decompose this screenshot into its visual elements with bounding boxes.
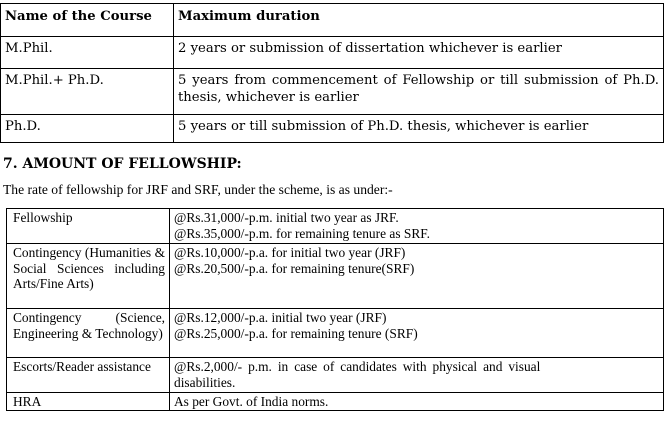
amount-line: @Rs.20,500/-p.a. for remaining tenure(SRF) (174, 260, 415, 276)
amount-line: @Rs.10,000/-p.a. for initial two year (JRF) (174, 245, 406, 260)
table-row (1, 69, 664, 115)
amount-line: @Rs.35,000/-p.m. for remaining tenure as SRF. (174, 225, 430, 241)
column-header-course: Name of the Course (1, 4, 174, 37)
amount-line: @Rs.2,000/- p.m. in case of candidates with physical and visual (174, 359, 541, 374)
course-name-cell: M.Phil.+ Ph.D. (1, 69, 174, 115)
course-duration-table (0, 3, 664, 143)
amount-line: @Rs.31,000/-p.m. initial two year as JRF. (174, 210, 399, 225)
table-row (1, 37, 664, 69)
amount-cell (170, 358, 664, 393)
amount-line: @Rs.25,000/-p.a. for remaining tenure (SRF) (174, 325, 418, 341)
section-intro: The rate of fellowship for JRF and SRF, under the scheme, is as under:- (3, 182, 393, 197)
section-heading: 7. AMOUNT OF FELLOWSHIP: (3, 156, 242, 172)
amount-cell (170, 244, 664, 309)
course-name-cell: Ph.D. (1, 115, 174, 143)
table-row (1, 115, 664, 143)
amount-cell (170, 309, 664, 358)
table-header-row (1, 4, 664, 37)
amount-line: @Rs.12,000/-p.a. initial two year (JRF) (174, 310, 387, 325)
amount-cell (170, 393, 664, 411)
item-cell: Contingency (Science, Engineering & Technology) (7, 309, 170, 358)
fellowship-amount-table (6, 208, 664, 411)
duration-cell: 5 years or till submission of Ph.D. thesis, whichever is earlier (174, 115, 664, 143)
amount-cell (170, 209, 664, 244)
table-row (7, 309, 664, 358)
column-header-duration: Maximum duration (174, 4, 664, 37)
item-cell: Fellowship (7, 209, 170, 244)
table-row (7, 393, 664, 411)
table-row (7, 244, 664, 309)
duration-cell: 5 years from commencement of Fellowship or till submission of Ph.D. thesis, whichever is earlier (174, 69, 664, 115)
course-name-cell: M.Phil. (1, 37, 174, 69)
table-row (7, 358, 664, 393)
amount-line: disabilities. (174, 374, 236, 390)
item-cell: HRA (7, 393, 170, 411)
amount-line: As per Govt. of India norms. (174, 394, 329, 409)
item-cell: Contingency (Humanities & Social Sciences including Arts/Fine Arts) (7, 244, 170, 309)
table-row (7, 209, 664, 244)
duration-cell: 2 years or submission of dissertation whichever is earlier (174, 37, 664, 69)
item-cell: Escorts/Reader assistance (7, 358, 170, 393)
